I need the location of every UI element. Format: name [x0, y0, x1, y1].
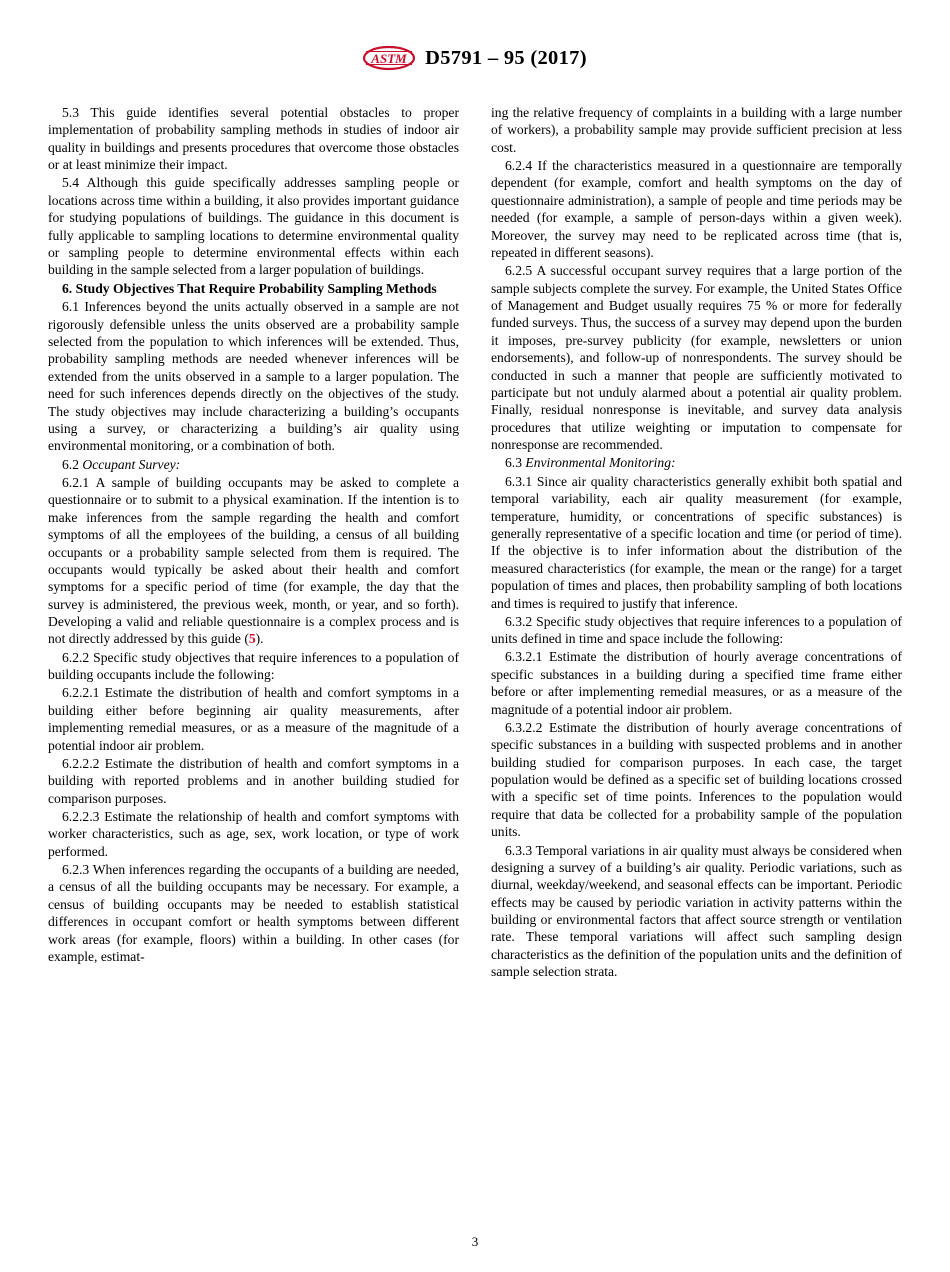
subsection-number-6-2: 6.2	[62, 456, 79, 472]
paragraph-6-2-3-continued: ing the relative frequency of complaints in a building with a large number of workers), a probability sample may provide sufficient precision at less cost.	[491, 105, 902, 155]
document-title: D5791 – 95 (2017)	[425, 46, 587, 69]
paragraph-6-3-2: 6.3.2 Specific study objectives that require inferences to a population of units defined in time and space include the following:	[491, 613, 902, 647]
svg-text:ASTM: ASTM	[371, 51, 407, 66]
left-column	[48, 104, 459, 966]
subsection-title-6-3: Environmental Monitoring:	[525, 455, 676, 471]
paragraph-6-2-2: 6.2.2 Specific study objectives that require inferences to a population of building occupants include the following:	[48, 649, 459, 683]
right-column	[491, 104, 902, 982]
two-column-body	[48, 104, 902, 982]
section-heading-6: 6. Study Objectives That Require Probability Sampling Methods	[62, 280, 437, 296]
subsection-number-6-3: 6.3	[505, 455, 522, 471]
paragraph-6-3-2-2: 6.3.2.2 Estimate the distribution of hourly average concentrations of specific substances in a building with suspected problems and in another building studied for comparison purposes. In each case, the target population would be defined as a specific set of building locations crossed with a specific set of time points. Inferences to the population would require that data be collected for a probability sample of the population units.	[491, 719, 902, 840]
paragraph-6-2-1-text-before: 6.2.1 A sample of building occupants may be asked to complete a questionnaire or to submit to a physical examination. If the intention is to make inferences from the sample regarding the health and comfort symptoms of all the employees of the building, a census of all building occupants or a probability sample selected from them is required. The occupants would typically be asked about their health and comfort symptoms for a specific period of time (for example, the day that the survey is administered, the previous week, month, or year, and so forth). Developing a valid and reliable questionnaire is a complex process and is not directly addressed by this guide (	[48, 474, 459, 647]
paragraph-6-2-2-2: 6.2.2.2 Estimate the distribution of health and comfort symptoms in a building with reported problems and in another building studied for comparison purposes.	[48, 755, 459, 806]
paragraph-6-2-5: 6.2.5 A successful occupant survey requires that a large portion of the sample subjects complete the survey. For example, the United States Office of Management and Budget usually requires 75 % or more for federally funded surveys. Thus, the success of a survey may depend upon the burden it imposes, pre-survey publicity (for example, newsletters or union endorsements), and follow-up of nonrespondents. The survey should be conducted in such a manner that people are sufficiently motivated to participate but not unduly alarmed about a potential air quality problem. Finally, residual nonresponse is inevitable, and survey data analysis procedures that utilize weighting or imputation to compensate for nonresponse are recommended.	[491, 263, 902, 453]
paragraph-6-1: 6.1 Inferences beyond the units actually observed in a sample are not rigorously defensible unless the units observed are a probability sample selected from the population to which inferences will be extended. Thus, probability sampling methods are needed whenever inferences will be extended from the units observed in a sample to a larger population. The need for such inferences depends directly on the objectives of the study. The study objectives may include characterizing a building’s occupants using a survey, or characterizing a building’s air quality using environmental monitoring, or a combination of both.	[48, 299, 459, 454]
paragraph-5-3: 5.3 This guide identifies several potential obstacles to proper implementation of probability sampling methods in studies of indoor air quality in buildings and presents procedures that overcome those obstacles or at least minimize their impact.	[48, 105, 459, 173]
paragraph-5-4: 5.4 Although this guide specifically addresses sampling people or locations across time within a building, it also provides important guidance for studying populations of buildings. The guidance in this document is fully applicable to sampling locations to determine environmental quality or sampling people to determine environmental effects within each building in the sample selected from a larger population of buildings.	[48, 175, 459, 278]
paragraph-6-2-1	[48, 474, 459, 648]
paragraph-6-2-4: 6.2.4 If the characteristics measured in a questionnaire are temporally dependent (for example, comfort and health symptoms on the day of questionnaire administration), a sample of people and time periods may be needed (for example, a sample of person-days within a given week). Moreover, the survey may need to be replicated across time (that is, repeated in different seasons).	[491, 158, 902, 261]
page-number: 3	[471, 1234, 479, 1249]
paragraph-6-3-2-1: 6.3.2.1 Estimate the distribution of hourly average concentrations of specific substances in a building during a specified time frame either before or after implementing remedial measures, or as a measure of the magnitude of a potential indoor air problem.	[491, 649, 902, 717]
subsection-heading-6-2	[48, 456, 459, 473]
document-header	[48, 38, 902, 78]
paragraph-6-2-2-3: 6.2.2.3 Estimate the relationship of health and comfort symptoms with worker characteristics, such as age, sex, work location, or type of work performed.	[48, 808, 459, 859]
paragraph-6-3-3: 6.3.3 Temporal variations in air quality must always be considered when designing a survey of a building’s air quality. Periodic variations, such as diurnal, weekday/weekend, and seasonal effects can be important. Periodic effects may be caused by periodic variation in activity patterns within the building or environmental factors that affect source strength or ventilation rate. These temporal variations will affect such sampling design characteristics as the definition of the population units and the definition of sample selection strata.	[491, 842, 902, 980]
paragraph-6-2-3: 6.2.3 When inferences regarding the occupants of a building are needed, a census of all the building occupants may be necessary. For example, a census of building occupants may be needed to establish statistical differences in occupant comfort or health symptoms between different work areas (for example, floors) within a building. In other cases (for example, estimat-	[48, 861, 459, 964]
paragraph-6-3-1: 6.3.1 Since air quality characteristics generally exhibit both spatial and temporal variability, each air quality measurement (for example, temperature, humidity, or concentrations of specific substances) is generally representative of a specific location and time (or period of time). If the objective is to infer information about the distribution of the measured characteristics (for example, the mean or the range) for a target population of times and places, then probability sampling of both locations and times is required to justify that inference.	[491, 473, 902, 611]
subsection-heading-6-3	[491, 454, 902, 471]
paragraph-6-2-2-1: 6.2.2.1 Estimate the distribution of health and comfort symptoms in a building either before beginning air quality measurements, after implementing remedial measures, or as a measure of the magnitude of a potential indoor air problem.	[48, 685, 459, 753]
astm-logo-icon	[363, 45, 415, 71]
subsection-title-6-2: Occupant Survey:	[82, 456, 181, 472]
paragraph-6-2-1-text-after: ).	[255, 631, 264, 647]
reference-link-5[interactable]: 5	[248, 631, 256, 647]
